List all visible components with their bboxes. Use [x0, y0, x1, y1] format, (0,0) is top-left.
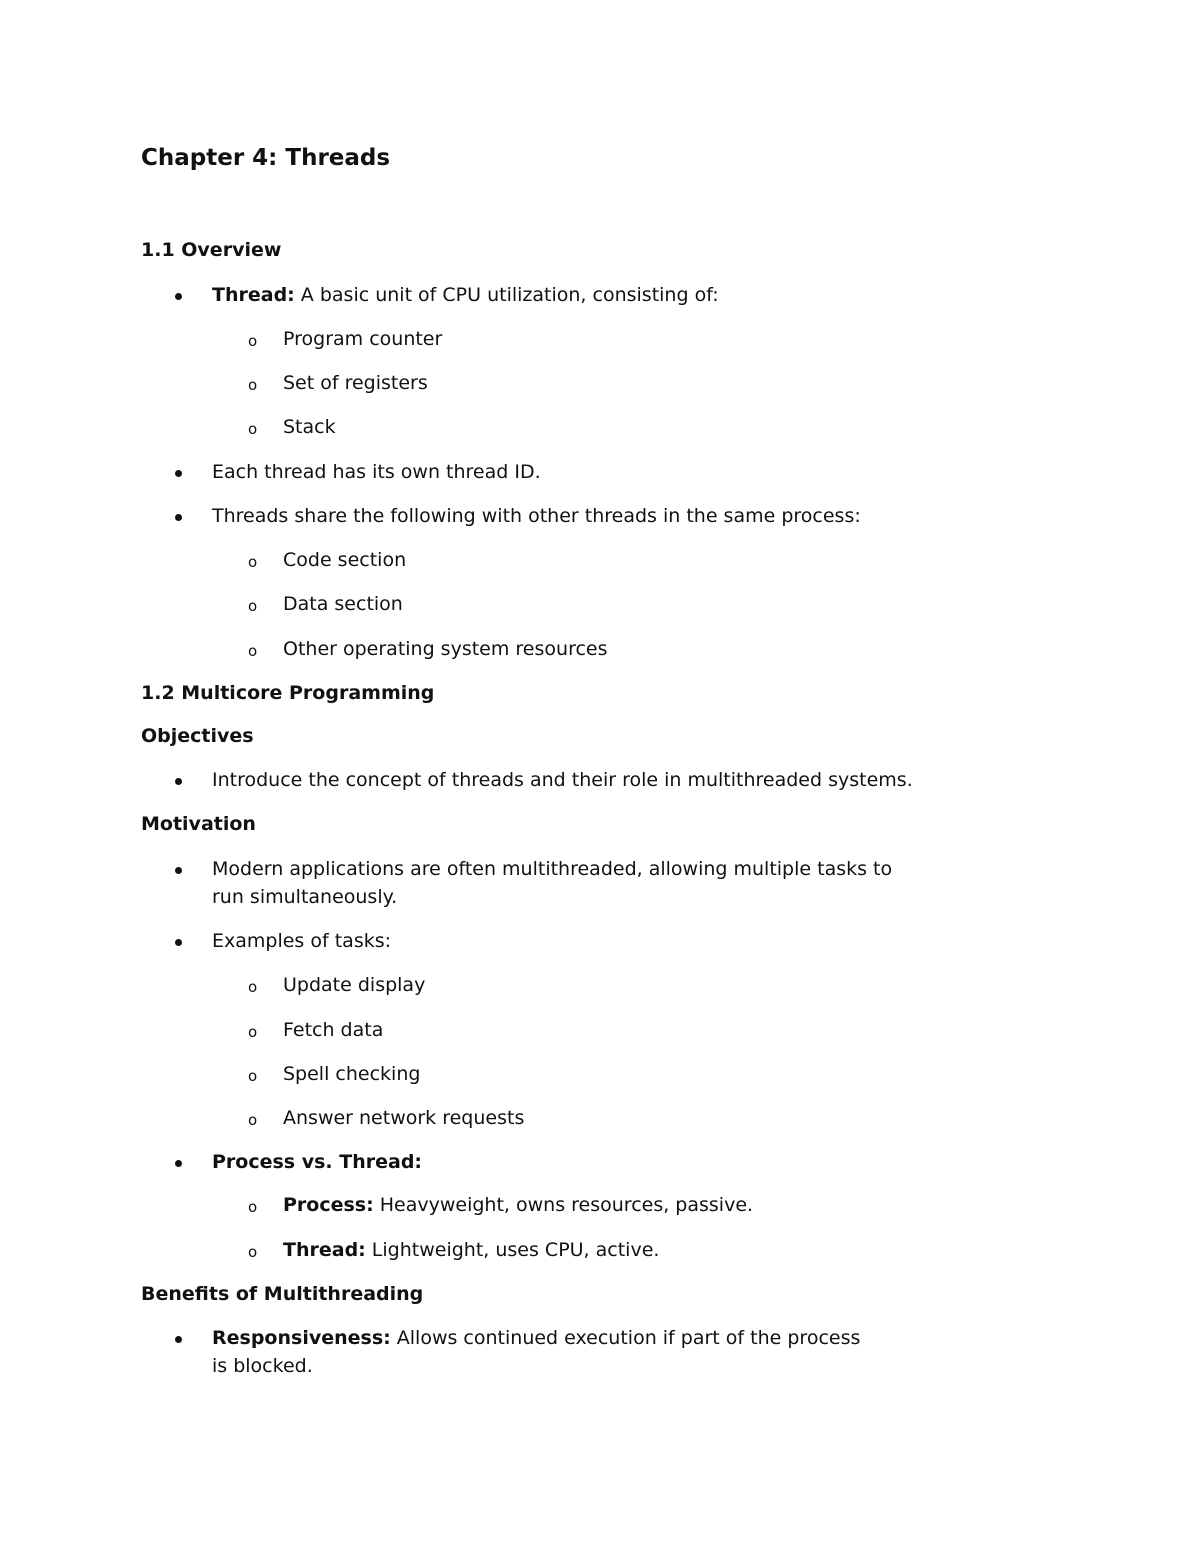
- sub-bullet-circle: o: [248, 1067, 258, 1085]
- sub-bullet-circle: o: [248, 642, 258, 660]
- list-item-threads-share: Threads share the following with other threads in the same process:: [212, 505, 861, 527]
- list-item-stack: Stack: [283, 416, 336, 438]
- list-item-code-section: Code section: [283, 549, 407, 571]
- list-item-network-requests: Answer network requests: [283, 1107, 525, 1129]
- bullet-dot: [175, 1160, 182, 1167]
- subheading-benefits: Benefits of Multithreading: [141, 1283, 424, 1305]
- list-item-thread-id: Each thread has its own thread ID.: [212, 461, 541, 483]
- term-thread-light: Thread:: [283, 1239, 366, 1261]
- sub-bullet-circle: o: [248, 553, 258, 571]
- section-heading-multicore: 1.2 Multicore Programming: [141, 682, 435, 704]
- subheading-motivation: Motivation: [141, 813, 256, 835]
- bullet-dot: [175, 470, 182, 477]
- list-item-process-vs-thread: [212, 1148, 422, 1176]
- sub-bullet-circle: o: [248, 420, 258, 438]
- list-item-process: [283, 1191, 753, 1219]
- bullet-dot: [175, 1336, 182, 1343]
- term-process-vs-thread: Process vs. Thread:: [212, 1151, 423, 1173]
- list-item-objective: Introduce the concept of threads and their role in multithreaded systems.: [212, 769, 913, 791]
- chapter-title: Chapter 4: Threads: [141, 145, 391, 171]
- sub-bullet-circle: o: [248, 1198, 258, 1216]
- process-text: Heavyweight, owns resources, passive.: [373, 1194, 754, 1216]
- list-item-data-section: Data section: [283, 593, 403, 615]
- list-item-update-display: Update display: [283, 974, 426, 996]
- sub-bullet-circle: o: [248, 1243, 258, 1261]
- subheading-objectives: Objectives: [141, 725, 254, 747]
- sub-bullet-circle: o: [248, 1111, 258, 1129]
- sub-bullet-circle: o: [248, 1023, 258, 1041]
- list-item-thread: [283, 1236, 659, 1264]
- list-item-thread-definition: [212, 281, 719, 309]
- term-responsiveness: Responsiveness:: [212, 1327, 391, 1349]
- sub-bullet-circle: o: [248, 978, 258, 996]
- bullet-dot: [175, 939, 182, 946]
- list-item-os-resources: Other operating system resources: [283, 638, 608, 660]
- bullet-dot: [175, 867, 182, 874]
- list-item-spell-checking: Spell checking: [283, 1063, 421, 1085]
- bullet-dot: [175, 514, 182, 521]
- responsiveness-text: Allows continued execution if part of the process is blocked.: [212, 1327, 861, 1377]
- term-thread: Thread:: [212, 284, 295, 306]
- list-item-program-counter: Program counter: [283, 328, 443, 350]
- list-item-motivation: Modern applications are often multithreaded, allowing multiple tasks to run simultaneously.: [212, 858, 893, 908]
- definition-text: A basic unit of CPU utilization, consisting of:: [294, 284, 719, 306]
- section-heading-overview: 1.1 Overview: [141, 239, 282, 261]
- list-item-registers: Set of registers: [283, 372, 428, 394]
- bullet-dot: [175, 778, 182, 785]
- sub-bullet-circle: o: [248, 332, 258, 350]
- sub-bullet-circle: o: [248, 597, 258, 615]
- list-item-examples-intro: Examples of tasks:: [212, 930, 392, 952]
- list-item-fetch-data: Fetch data: [283, 1019, 384, 1041]
- sub-bullet-circle: o: [248, 376, 258, 394]
- thread-text: Lightweight, uses CPU, active.: [365, 1239, 660, 1261]
- term-process: Process:: [283, 1194, 374, 1216]
- list-item-responsiveness: [212, 1324, 872, 1380]
- bullet-dot: [175, 293, 182, 300]
